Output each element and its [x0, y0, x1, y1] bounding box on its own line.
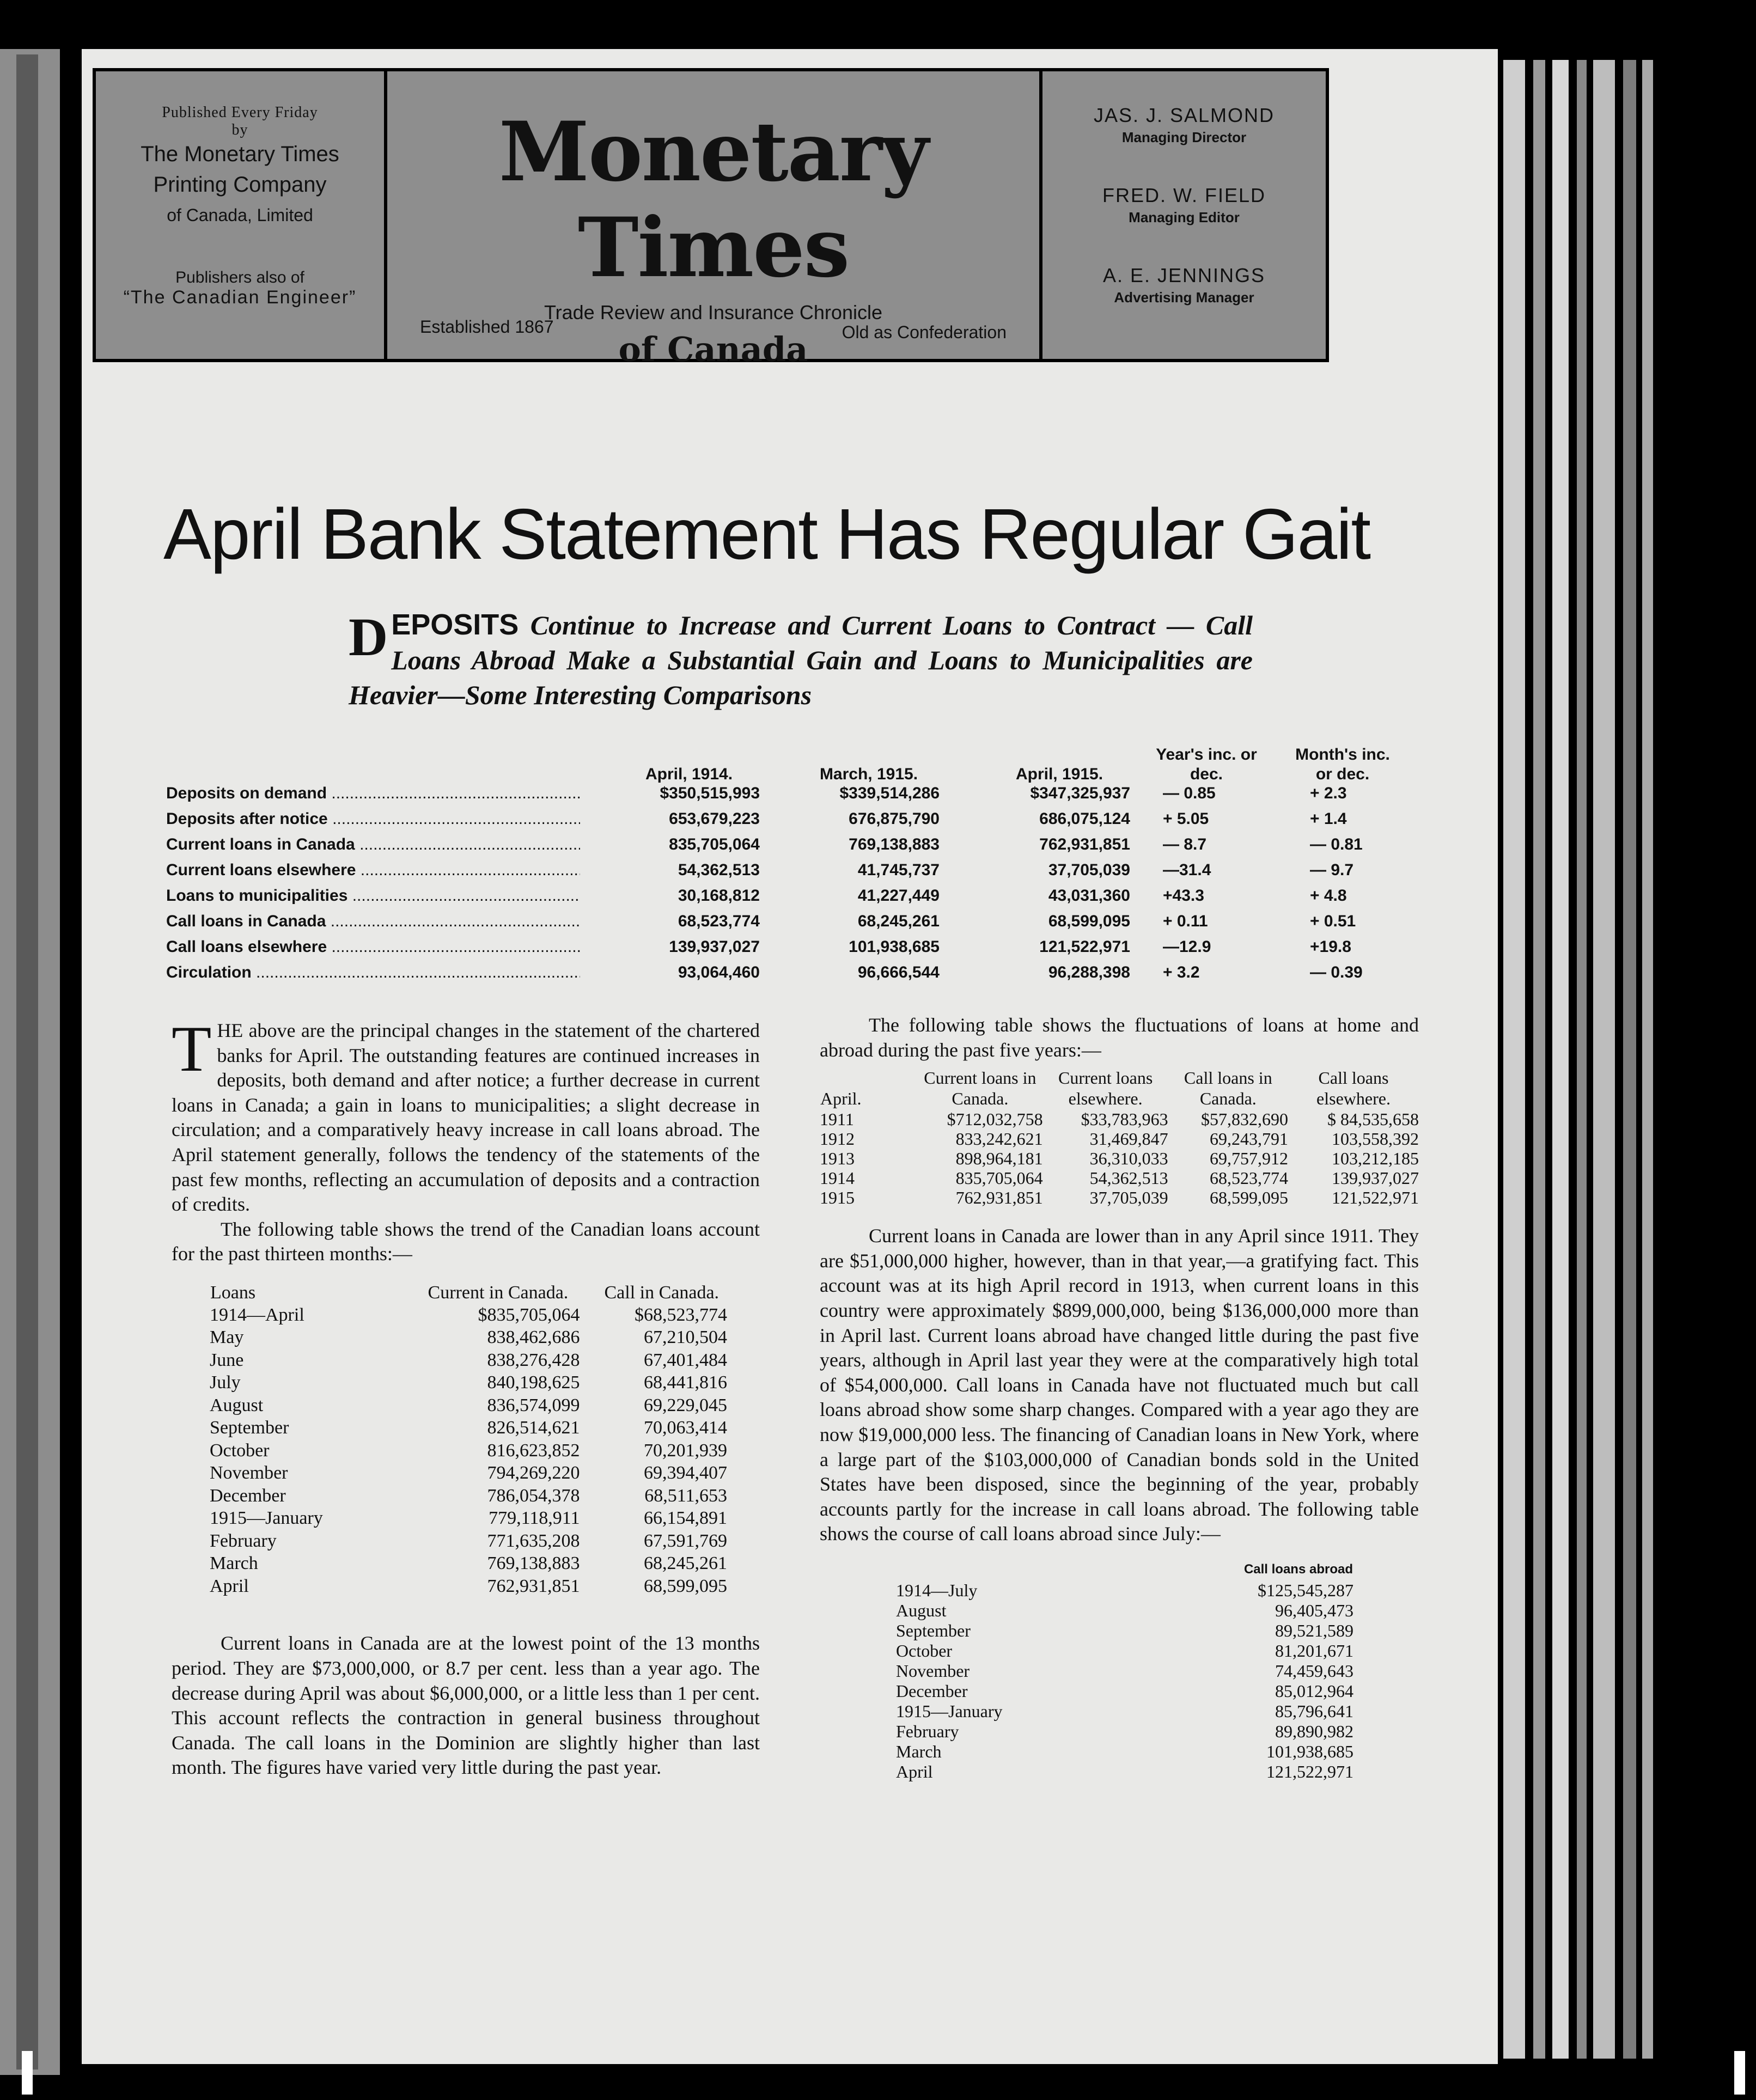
staff-name: A. E. JENNINGS: [1102, 264, 1266, 286]
deck-lead: EPOSITS: [391, 608, 519, 641]
value-cell: 835,705,064: [955, 1168, 1043, 1188]
row-value: $339,514,286: [839, 784, 940, 802]
row-value: —12.9: [1163, 938, 1211, 956]
row-value: 41,745,737: [857, 861, 940, 879]
five-year-table: [820, 1067, 1419, 1207]
row-value: + 1.4: [1310, 810, 1347, 828]
page-stack-edge: [1577, 60, 1587, 2059]
value-cell: 840,198,625: [487, 1372, 580, 1393]
summary-col-header: April, 1915.: [1015, 765, 1103, 783]
table-row: [210, 1462, 743, 1485]
value-cell: 69,394,407: [644, 1463, 727, 1484]
month-cell: August: [896, 1600, 947, 1620]
row-value: + 0.11: [1163, 912, 1208, 930]
table-header: Current in Canada.: [428, 1282, 569, 1303]
table-row: [896, 1701, 1353, 1721]
value-cell: $125,545,287: [1258, 1580, 1353, 1600]
month-cell: June: [210, 1350, 244, 1370]
row-value: 43,031,360: [1048, 887, 1130, 905]
summary-row: [166, 861, 1419, 887]
paragraph: HE above are the principal changes in the statement of the chartered banks for April. The outstanding features are continued increases in deposits, both demand and after notice; a further decrease in current loans in Canada; a gain in loans to municipalities; a slight decrease in circulation; and a comparatively heavy increase in call loans abroad. The April statement generally, follows the tendency of the statements of the past few months, reflecting an accumulation of deposits and a contraction of credits.: [172, 1020, 760, 1216]
month-cell: March: [896, 1741, 942, 1761]
value-cell: 70,201,939: [644, 1440, 727, 1461]
summary-row: [166, 963, 1419, 989]
thirteen-month-table: [210, 1282, 743, 1598]
value-cell: 762,931,851: [955, 1188, 1043, 1208]
value-cell: 69,229,045: [644, 1395, 727, 1415]
staff-role: Managing Director: [1121, 129, 1247, 145]
page-stack-edge: [1593, 60, 1615, 2059]
row-value: —31.4: [1163, 861, 1211, 879]
right-column: [820, 1013, 1419, 1782]
staff-name: FRED. W. FIELD: [1102, 184, 1266, 206]
table-row: [210, 1394, 743, 1417]
table-row: [210, 1417, 743, 1439]
table-body: [210, 1304, 743, 1598]
value-cell: 898,964,181: [955, 1149, 1043, 1169]
row-value: 101,938,685: [849, 938, 940, 956]
row-value: 68,523,774: [678, 912, 760, 930]
table-header: Call in Canada.: [604, 1282, 720, 1303]
publication-title: Monetary Times: [498, 104, 928, 296]
row-value: 139,937,027: [669, 938, 760, 956]
row-label: Deposits on demand .....: [166, 784, 580, 803]
value-cell: 37,705,039: [1089, 1188, 1168, 1208]
publication-country: of Canada: [618, 329, 808, 369]
value-cell: 68,441,816: [644, 1372, 727, 1393]
value-cell: 74,459,643: [1275, 1661, 1353, 1681]
summary-row: [166, 887, 1419, 912]
month-cell: 1915—January: [896, 1701, 1003, 1721]
value-cell: 67,401,484: [644, 1350, 727, 1370]
table-header: Current loans in Canada.: [924, 1068, 1036, 1109]
value-cell: $33,783,963: [1081, 1109, 1168, 1130]
value-cell: 826,514,621: [487, 1418, 580, 1438]
film-mark: [22, 2051, 33, 2095]
film-mark: [1734, 2051, 1745, 2095]
page-stack-edge: [1623, 60, 1636, 2059]
value-cell: $835,705,064: [478, 1304, 580, 1325]
value-cell: 31,469,847: [1089, 1129, 1168, 1149]
value-cell: 89,521,589: [1275, 1620, 1353, 1640]
page-stack-edge: [1503, 60, 1525, 2059]
established-date: Established 1867: [420, 317, 554, 337]
year-cell: 1913: [820, 1149, 855, 1169]
month-cell: 1914—April: [210, 1304, 304, 1325]
row-label: Call loans elsewhere .....: [166, 938, 580, 956]
paragraph: Current loans in Canada are lower than in any April since 1911. They are $51,000,000 higher, however, than in that year,—a gratifying fact. This account was at its high April record in 1913, when current loans in this country were approximately $899,000,000, being $136,000,000 more than in April last. Current loans abroad have changed little during the past five years, although in April last year they were at the comparatively high total of $54,000,000. Call loans in Canada have not fluctuated much but call loans abroad show some sharp changes. Compared with a year ago they are now $19,000,000 less. The financing of Canadian loans in New York, where a large part of the $103,000,000 of Canadian bonds sold in the United States have been disposed, since the beginning of the year, probably accounts partly for the increase in call loans abroad. The following table shows the course of call loans abroad since July:—: [820, 1225, 1419, 1545]
company-line: The Monetary Times: [141, 142, 339, 166]
value-cell: 96,405,473: [1275, 1600, 1353, 1620]
table-row: [210, 1575, 743, 1598]
table-row: [210, 1530, 743, 1553]
row-label: Circulation .....: [166, 963, 580, 982]
row-value: 96,666,544: [857, 963, 940, 981]
value-cell: 794,269,220: [487, 1463, 580, 1484]
value-cell: 36,310,033: [1089, 1149, 1168, 1169]
table-row: [820, 1109, 1419, 1129]
month-cell: April: [896, 1761, 933, 1781]
month-cell: July: [210, 1372, 241, 1393]
row-label: Deposits after notice .....: [166, 810, 580, 828]
value-cell: 70,063,414: [644, 1418, 727, 1438]
left-column: [172, 1012, 760, 1780]
value-cell: 836,574,099: [487, 1395, 580, 1415]
company-line: Printing Company: [153, 173, 327, 197]
row-value: — 0.81: [1310, 835, 1363, 853]
row-value: 30,168,812: [678, 887, 760, 905]
page-stack-edge: [1552, 60, 1569, 2059]
table-row: [896, 1721, 1353, 1742]
table-body: [820, 1109, 1419, 1207]
table-row: [210, 1371, 743, 1394]
page-stack-edge: [1533, 60, 1545, 2059]
value-cell: 67,210,504: [644, 1327, 727, 1348]
month-cell: 1914—July: [896, 1580, 978, 1600]
drop-cap: T: [172, 1012, 212, 1085]
row-value: 37,705,039: [1048, 861, 1130, 879]
month-cell: September: [210, 1418, 289, 1438]
value-cell: 838,276,428: [487, 1350, 580, 1370]
row-value: $347,325,937: [1030, 784, 1130, 802]
call-loans-abroad-table: [896, 1559, 1353, 1782]
month-cell: August: [210, 1395, 264, 1415]
month-cell: April: [210, 1576, 249, 1596]
month-cell: December: [896, 1681, 968, 1701]
paragraph: The following table shows the trend of the Canadian loans account for the past thirteen months:—: [172, 1218, 760, 1265]
summary-row: [166, 912, 1419, 938]
row-label: Current loans in Canada .....: [166, 835, 580, 854]
row-value: 68,599,095: [1048, 912, 1130, 930]
masthead: [93, 68, 1329, 369]
row-value: — 8.7: [1163, 835, 1207, 853]
row-value: + 5.05: [1163, 810, 1209, 828]
row-value: 762,931,851: [1039, 835, 1130, 853]
year-cell: 1912: [820, 1129, 855, 1149]
value-cell: 54,362,513: [1089, 1168, 1168, 1188]
table-header: Call loans in Canada.: [1184, 1068, 1272, 1109]
value-cell: 121,522,971: [1266, 1761, 1353, 1781]
table-row: [210, 1485, 743, 1507]
published-notice: Published Every Friday: [162, 104, 318, 121]
row-label: Call loans in Canada .....: [166, 912, 580, 931]
month-cell: May: [210, 1327, 244, 1348]
row-value: + 2.3: [1310, 784, 1347, 802]
value-cell: 67,591,769: [644, 1530, 727, 1551]
staff-role: Advertising Manager: [1114, 289, 1254, 306]
value-cell: 838,462,686: [487, 1327, 580, 1348]
table-row: [896, 1641, 1353, 1661]
summary-col-header: April, 1914.: [645, 765, 733, 783]
row-value: 41,227,449: [857, 887, 940, 905]
value-cell: 779,118,911: [489, 1508, 580, 1529]
table-row: [896, 1661, 1353, 1681]
table-row: [896, 1621, 1353, 1641]
row-value: +19.8: [1310, 938, 1351, 956]
value-cell: 139,937,027: [1332, 1168, 1419, 1188]
motto: Old as Confederation: [842, 322, 1007, 342]
value-cell: $712,032,758: [947, 1109, 1043, 1130]
row-value: — 9.7: [1310, 861, 1354, 879]
table-row: [210, 1349, 743, 1372]
masthead-title-panel: [387, 71, 1042, 369]
summary-row: [166, 938, 1419, 963]
table-row: [210, 1552, 743, 1575]
row-value: 653,679,223: [669, 810, 760, 828]
table-row: [820, 1129, 1419, 1149]
row-value: 68,245,261: [857, 912, 940, 930]
value-cell: 771,635,208: [487, 1530, 580, 1551]
staff-name: JAS. J. SALMOND: [1093, 104, 1275, 126]
company-line: of Canada, Limited: [167, 205, 313, 225]
year-cell: 1915: [820, 1188, 855, 1208]
summary-row: [166, 784, 1419, 810]
table-row: [896, 1742, 1353, 1762]
masthead-publisher-panel: [96, 71, 387, 359]
value-cell: 769,138,883: [487, 1553, 580, 1574]
value-cell: 103,558,392: [1332, 1129, 1419, 1149]
page-gutter: [16, 54, 38, 2070]
month-cell: November: [210, 1463, 288, 1484]
value-cell: $ 84,535,658: [1327, 1109, 1419, 1130]
row-value: 93,064,460: [678, 963, 760, 981]
table-header: Loans: [210, 1282, 256, 1303]
year-cell: 1911: [820, 1109, 854, 1130]
table-row: [210, 1326, 743, 1349]
table-body: [896, 1580, 1353, 1782]
table-header: April.: [820, 1089, 862, 1109]
row-value: + 4.8: [1310, 887, 1347, 905]
masthead-staff-panel: [1042, 71, 1326, 359]
value-cell: 786,054,378: [487, 1485, 580, 1506]
value-cell: 85,012,964: [1275, 1681, 1353, 1701]
value-cell: 816,623,852: [487, 1440, 580, 1461]
summary-row: [166, 810, 1419, 835]
summary-table: [166, 730, 1419, 989]
value-cell: 68,523,774: [1209, 1168, 1288, 1188]
row-value: 121,522,971: [1039, 938, 1130, 956]
table-row: [210, 1304, 743, 1327]
row-value: 96,288,398: [1048, 963, 1130, 981]
publishers-also: Publishers also of: [175, 268, 304, 286]
table-header: Call loans elsewhere.: [1316, 1068, 1391, 1109]
summary-row: [166, 835, 1419, 861]
table-row: [896, 1580, 1353, 1601]
other-publication: “The Canadian Engineer”: [123, 287, 357, 308]
value-cell: 103,212,185: [1332, 1149, 1419, 1169]
month-cell: March: [210, 1553, 258, 1574]
table-row: [896, 1601, 1353, 1621]
table-header: Current loans elsewhere.: [1058, 1068, 1153, 1109]
value-cell: 68,599,095: [1209, 1188, 1288, 1208]
table-row: [896, 1762, 1353, 1782]
value-cell: 762,931,851: [487, 1576, 580, 1596]
value-cell: $68,523,774: [635, 1304, 727, 1325]
row-label: Current loans elsewhere .....: [166, 861, 580, 880]
deck-drop-cap: D: [349, 607, 388, 667]
table-row: [820, 1168, 1419, 1188]
row-value: $350,515,993: [660, 784, 760, 802]
month-cell: November: [896, 1661, 970, 1681]
month-cell: October: [896, 1640, 953, 1661]
summary-header: [166, 730, 1419, 784]
row-label: Loans to municipalities .....: [166, 887, 580, 905]
table-row: [820, 1149, 1419, 1168]
value-cell: 68,245,261: [644, 1553, 727, 1574]
month-cell: February: [896, 1721, 959, 1741]
row-value: + 0.51: [1310, 912, 1356, 930]
value-cell: 81,201,671: [1275, 1640, 1353, 1661]
page-stack-edge: [1642, 60, 1653, 2059]
paragraph: Current loans in Canada are at the lowest point of the 13 months period. They are $73,000,000, or 8.7 per cent. less than a year ago. The decrease during April was about $6,000,000, or a little less than 1 per cent. This account reflects the contraction in general business throughout Canada. The call loans in the Dominion are slightly higher than last month. The figures have varied very little during the past year.: [172, 1632, 760, 1779]
value-cell: 101,938,685: [1266, 1741, 1353, 1761]
value-cell: 68,511,653: [644, 1485, 727, 1506]
publication-subtitle: Trade Review and Insurance Chronicle: [544, 301, 882, 323]
row-value: 54,362,513: [678, 861, 760, 879]
row-value: 676,875,790: [849, 810, 940, 828]
table-header: Call loans abroad: [1243, 1561, 1353, 1577]
article-headline: April Bank Statement Has Regular Gait: [163, 494, 1370, 574]
summary-col-header: Year's inc. or dec.: [1156, 746, 1257, 783]
value-cell: 66,154,891: [644, 1508, 727, 1529]
table-row: [210, 1507, 743, 1530]
row-value: 769,138,883: [849, 835, 940, 853]
summary-col-header: March, 1915.: [819, 765, 918, 783]
value-cell: 833,242,621: [955, 1129, 1043, 1149]
value-cell: $57,832,690: [1200, 1109, 1288, 1130]
table-row: [210, 1439, 743, 1462]
article-deck: [349, 607, 1253, 712]
value-cell: 89,890,982: [1275, 1721, 1353, 1741]
deck-text: Continue to Increase and Current Loans to Contract — Call Loans Abroad Make a Substantial Gain and Loans to Municipalities are Heavier—Some Interesting Comparisons: [349, 610, 1253, 710]
published-by: by: [231, 121, 248, 138]
month-cell: October: [210, 1440, 270, 1461]
value-cell: 121,522,971: [1332, 1188, 1419, 1208]
month-cell: December: [210, 1485, 286, 1506]
row-value: — 0.85: [1163, 784, 1216, 802]
table-row: [896, 1681, 1353, 1701]
value-cell: 68,599,095: [644, 1576, 727, 1596]
row-value: +43.3: [1163, 887, 1204, 905]
month-cell: 1915—January: [210, 1508, 323, 1529]
row-value: 835,705,064: [669, 835, 760, 853]
paragraph: The following table shows the fluctuations of loans at home and abroad during the past five years:—: [820, 1014, 1419, 1061]
year-cell: 1914: [820, 1168, 855, 1188]
row-value: + 3.2: [1163, 963, 1200, 981]
value-cell: 69,757,912: [1209, 1149, 1288, 1169]
row-value: 686,075,124: [1039, 810, 1130, 828]
row-value: — 0.39: [1310, 963, 1363, 981]
table-row: [820, 1188, 1419, 1207]
summary-col-header: Month's inc. or dec.: [1295, 746, 1390, 783]
summary-rows: [166, 784, 1419, 989]
month-cell: February: [210, 1530, 277, 1551]
value-cell: 69,243,791: [1209, 1129, 1288, 1149]
month-cell: September: [896, 1620, 971, 1640]
value-cell: 85,796,641: [1275, 1701, 1353, 1721]
staff-role: Managing Editor: [1129, 209, 1240, 225]
